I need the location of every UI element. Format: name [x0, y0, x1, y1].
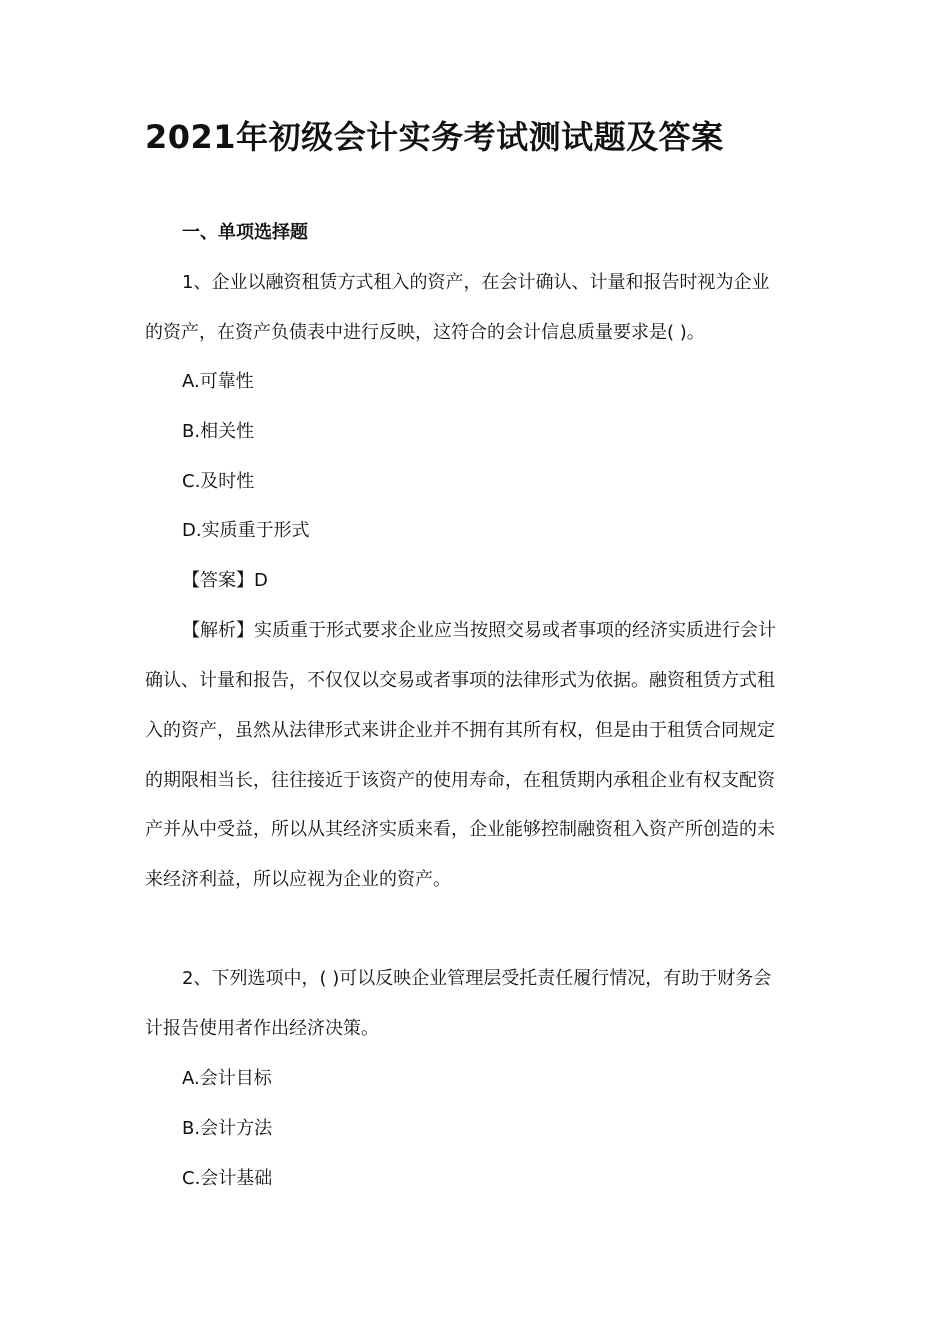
question-1-stem-line-1: 1、企业以融资租赁方式租入的资产，在会计确认、计量和报告时视为企业 [182, 272, 770, 293]
section-heading: 一、单项选择题 [182, 222, 308, 243]
question-1-option-b: B.相关性 [182, 421, 255, 442]
question-1-answer: 【答案】D [182, 570, 268, 591]
question-1-analysis-line-5: 产并从中受益，所以从其经济实质来看，企业能够控制融资租入资产所创造的未 [145, 819, 775, 840]
question-1-analysis-line-4: 的期限相当长，往往接近于该资产的使用寿命，在租赁期内承租企业有权支配资 [145, 770, 775, 791]
question-1-analysis-line-2: 确认、计量和报告，不仅仅以交易或者事项的法律形式为依据。融资租赁方式租 [145, 670, 775, 691]
question-2-option-b: B.会计方法 [182, 1118, 273, 1139]
question-1-option-a: A.可靠性 [182, 371, 254, 392]
question-2-stem-line-2: 计报告使用者作出经济决策。 [145, 1018, 379, 1039]
question-2-stem-line-1: 2、下列选项中，( )可以反映企业管理层受托责任履行情况，有助于财务会 [182, 968, 772, 989]
question-1-analysis-line-3: 入的资产，虽然从法律形式来讲企业并不拥有其所有权，但是由于租赁合同规定 [145, 720, 775, 741]
question-2-option-a: A.会计目标 [182, 1068, 272, 1089]
question-1-analysis-line-1: 【解析】实质重于形式要求企业应当按照交易或者事项的经济实质进行会计 [182, 620, 776, 641]
document-title: 2021年初级会计实务考试测试题及答案 [145, 118, 724, 156]
question-1-stem-line-2: 的资产，在资产负债表中进行反映，这符合的会计信息质量要求是( )。 [145, 322, 705, 343]
question-2-option-c: C.会计基础 [182, 1168, 273, 1189]
question-1-analysis-line-6: 来经济利益，所以应视为企业的资产。 [145, 869, 451, 890]
question-1-option-d: D.实质重于形式 [182, 520, 310, 541]
question-1-option-c: C.及时性 [182, 471, 255, 492]
